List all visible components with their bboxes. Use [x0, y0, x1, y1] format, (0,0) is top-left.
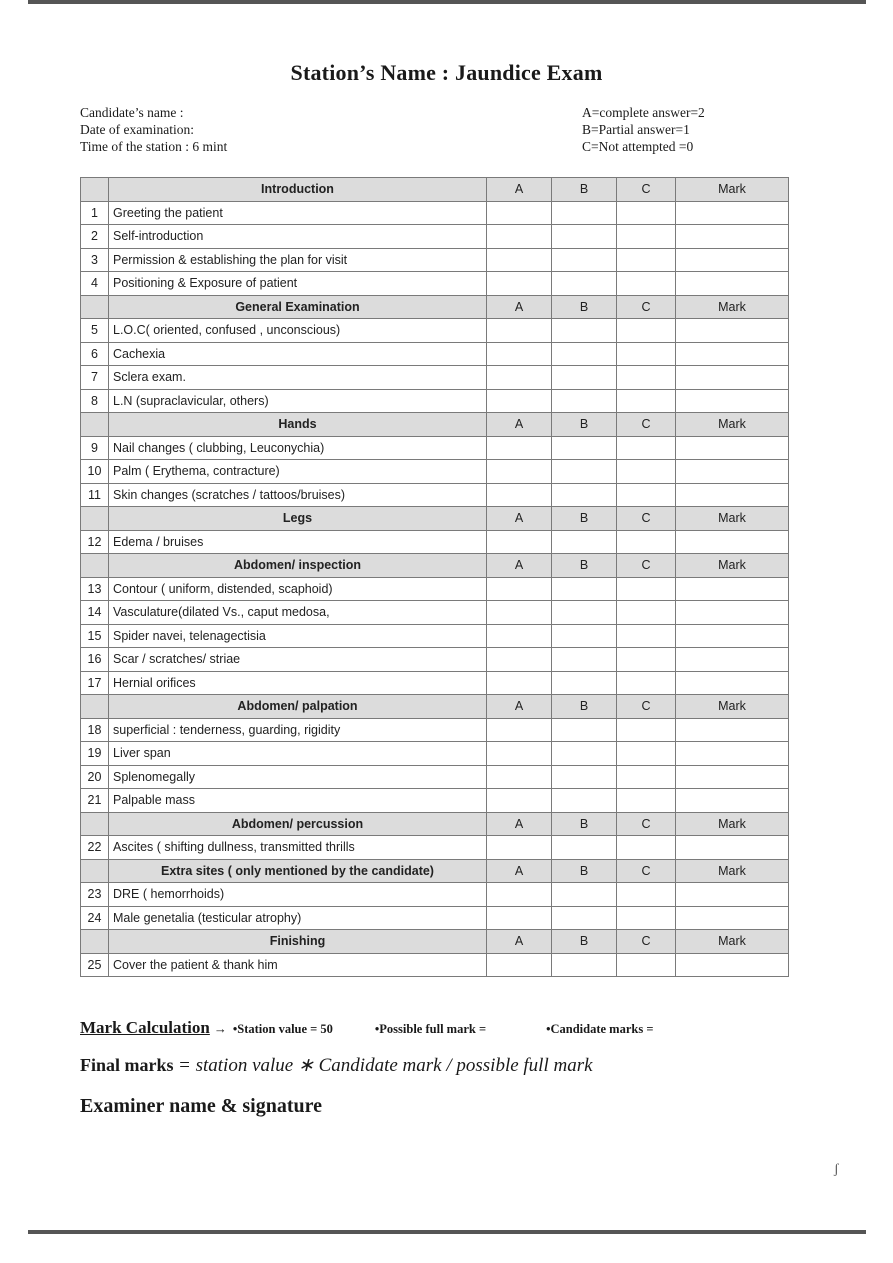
score-cell-a[interactable] — [487, 248, 552, 272]
item-text: Positioning & Exposure of patient — [109, 272, 487, 296]
item-number: 1 — [81, 201, 109, 225]
legend-b: B=Partial answer=1 — [582, 122, 690, 137]
score-cell-c[interactable] — [617, 201, 676, 225]
item-text: Permission & establishing the plan for visit — [109, 248, 487, 272]
mark-cell[interactable] — [676, 225, 789, 249]
score-cell-a[interactable] — [487, 577, 552, 601]
score-cell-b[interactable] — [552, 671, 617, 695]
score-cell-c[interactable] — [617, 342, 676, 366]
score-cell-a[interactable] — [487, 389, 552, 413]
col-header-c: C — [617, 554, 676, 578]
item-text: Greeting the patient — [109, 201, 487, 225]
score-cell-a[interactable] — [487, 836, 552, 860]
mark-cell[interactable] — [676, 883, 789, 907]
score-cell-c[interactable] — [617, 765, 676, 789]
col-header-c: C — [617, 859, 676, 883]
col-header-c: C — [617, 295, 676, 319]
col-header-mark: Mark — [676, 295, 789, 319]
mark-cell[interactable] — [676, 366, 789, 390]
item-number: 25 — [81, 953, 109, 977]
candidate-info — [80, 104, 227, 155]
item-number: 4 — [81, 272, 109, 296]
item-number: 15 — [81, 624, 109, 648]
score-cell-c[interactable] — [617, 742, 676, 766]
item-number: 2 — [81, 225, 109, 249]
scoring-legend — [582, 104, 705, 155]
score-cell-b[interactable] — [552, 389, 617, 413]
item-text: DRE ( hemorrhoids) — [109, 883, 487, 907]
section-title: Introduction — [109, 178, 487, 202]
col-header-b: B — [552, 859, 617, 883]
section-spacer-cell — [81, 859, 109, 883]
col-header-b: B — [552, 812, 617, 836]
score-cell-a[interactable] — [487, 436, 552, 460]
item-number: 20 — [81, 765, 109, 789]
section-header-row — [81, 812, 789, 836]
item-text: Spider navei, telenagectisia — [109, 624, 487, 648]
col-header-a: A — [487, 413, 552, 437]
col-header-a: A — [487, 930, 552, 954]
item-text: Ascites ( shifting dullness, transmitted thrills — [109, 836, 487, 860]
checklist-table — [80, 177, 789, 977]
mark-cell[interactable] — [676, 765, 789, 789]
item-text: Self-introduction — [109, 225, 487, 249]
score-cell-a[interactable] — [487, 342, 552, 366]
item-text: Palpable mass — [109, 789, 487, 813]
section-header-row — [81, 554, 789, 578]
table-row — [81, 742, 789, 766]
mark-calculation-label: Mark Calculation — [80, 1018, 210, 1037]
table-row — [81, 483, 789, 507]
score-cell-c[interactable] — [617, 389, 676, 413]
mark-cell[interactable] — [676, 718, 789, 742]
score-cell-b[interactable] — [552, 225, 617, 249]
mark-cell[interactable] — [676, 483, 789, 507]
item-text: Cachexia — [109, 342, 487, 366]
item-number: 3 — [81, 248, 109, 272]
item-number: 5 — [81, 319, 109, 343]
score-cell-c[interactable] — [617, 671, 676, 695]
score-cell-a[interactable] — [487, 272, 552, 296]
item-number: 6 — [81, 342, 109, 366]
score-cell-b[interactable] — [552, 836, 617, 860]
score-cell-b[interactable] — [552, 319, 617, 343]
table-row — [81, 718, 789, 742]
score-cell-b[interactable] — [552, 624, 617, 648]
mark-cell[interactable] — [676, 742, 789, 766]
final-marks-label: Final marks — [80, 1055, 174, 1075]
score-cell-a[interactable] — [487, 789, 552, 813]
score-cell-c[interactable] — [617, 530, 676, 554]
table-row — [81, 671, 789, 695]
mark-cell[interactable] — [676, 272, 789, 296]
col-header-a: A — [487, 507, 552, 531]
col-header-b: B — [552, 507, 617, 531]
table-row — [81, 248, 789, 272]
section-title: General Examination — [109, 295, 487, 319]
section-spacer-cell — [81, 178, 109, 202]
score-cell-c[interactable] — [617, 953, 676, 977]
col-header-a: A — [487, 295, 552, 319]
item-number: 9 — [81, 436, 109, 460]
score-cell-b[interactable] — [552, 272, 617, 296]
mark-cell[interactable] — [676, 342, 789, 366]
col-header-a: A — [487, 812, 552, 836]
score-cell-c[interactable] — [617, 319, 676, 343]
top-border — [28, 0, 866, 4]
section-header-row — [81, 930, 789, 954]
table-row — [81, 883, 789, 907]
table-row — [81, 201, 789, 225]
table-row — [81, 836, 789, 860]
item-number: 19 — [81, 742, 109, 766]
score-cell-b[interactable] — [552, 742, 617, 766]
score-cell-b[interactable] — [552, 718, 617, 742]
col-header-mark: Mark — [676, 930, 789, 954]
score-cell-c[interactable] — [617, 883, 676, 907]
score-cell-c[interactable] — [617, 601, 676, 625]
table-row — [81, 460, 789, 484]
mark-cell[interactable] — [676, 319, 789, 343]
col-header-c: C — [617, 930, 676, 954]
col-header-mark: Mark — [676, 812, 789, 836]
legend-c: C=Not attempted =0 — [582, 139, 694, 154]
score-cell-b[interactable] — [552, 460, 617, 484]
item-text: Liver span — [109, 742, 487, 766]
table-row — [81, 648, 789, 672]
col-header-mark: Mark — [676, 859, 789, 883]
mark-cell[interactable] — [676, 530, 789, 554]
table-row — [81, 765, 789, 789]
item-number: 21 — [81, 789, 109, 813]
station-time-label: Time of the station : 6 mint — [80, 139, 228, 154]
section-header-row — [81, 695, 789, 719]
bottom-border — [28, 1230, 866, 1234]
score-cell-c[interactable] — [617, 789, 676, 813]
col-header-c: C — [617, 695, 676, 719]
final-marks-formula: = station value ∗ Candidate mark / possible full mark — [178, 1055, 593, 1076]
arrow-icon: → — [213, 1021, 227, 1036]
section-title: Finishing — [109, 930, 487, 954]
score-cell-b[interactable] — [552, 483, 617, 507]
item-text: Palm ( Erythema, contracture) — [109, 460, 487, 484]
candidate-name-label: Candidate’s name : — [80, 105, 184, 120]
score-cell-c[interactable] — [617, 272, 676, 296]
col-header-c: C — [617, 812, 676, 836]
score-cell-a[interactable] — [487, 624, 552, 648]
section-spacer-cell — [81, 930, 109, 954]
section-header-row — [81, 178, 789, 202]
col-header-mark: Mark — [676, 507, 789, 531]
item-text: Hernial orifices — [109, 671, 487, 695]
score-cell-c[interactable] — [617, 718, 676, 742]
score-cell-c[interactable] — [617, 460, 676, 484]
col-header-a: A — [487, 859, 552, 883]
table-row — [81, 319, 789, 343]
table-row — [81, 225, 789, 249]
score-cell-c[interactable] — [617, 436, 676, 460]
col-header-b: B — [552, 178, 617, 202]
score-cell-a[interactable] — [487, 648, 552, 672]
score-cell-b[interactable] — [552, 577, 617, 601]
section-header-row — [81, 295, 789, 319]
item-number: 10 — [81, 460, 109, 484]
section-spacer-cell — [81, 295, 109, 319]
col-header-a: A — [487, 178, 552, 202]
item-text: L.O.C( oriented, confused , unconscious) — [109, 319, 487, 343]
item-number: 18 — [81, 718, 109, 742]
legend-a: A=complete answer=2 — [582, 105, 705, 120]
table-row — [81, 366, 789, 390]
col-header-c: C — [617, 178, 676, 202]
col-header-a: A — [487, 554, 552, 578]
score-cell-a[interactable] — [487, 366, 552, 390]
item-number: 7 — [81, 366, 109, 390]
score-cell-c[interactable] — [617, 366, 676, 390]
score-cell-c[interactable] — [617, 624, 676, 648]
score-cell-c[interactable] — [617, 483, 676, 507]
score-cell-b[interactable] — [552, 601, 617, 625]
item-text: Cover the patient & thank him — [109, 953, 487, 977]
col-header-c: C — [617, 413, 676, 437]
table-row — [81, 530, 789, 554]
item-number: 24 — [81, 906, 109, 930]
table-row — [81, 624, 789, 648]
item-number: 13 — [81, 577, 109, 601]
possible-full-mark: •Possible full mark = — [374, 1022, 487, 1036]
item-text: Vasculature(dilated Vs., caput medosa, — [109, 601, 487, 625]
score-cell-b[interactable] — [552, 366, 617, 390]
table-row — [81, 953, 789, 977]
col-header-b: B — [552, 413, 617, 437]
score-cell-a[interactable] — [487, 530, 552, 554]
mark-cell[interactable] — [676, 906, 789, 930]
score-cell-a[interactable] — [487, 225, 552, 249]
score-cell-a[interactable] — [487, 718, 552, 742]
section-title: Abdomen/ palpation — [109, 695, 487, 719]
score-cell-a[interactable] — [487, 483, 552, 507]
score-cell-b[interactable] — [552, 906, 617, 930]
item-text: Contour ( uniform, distended, scaphoid) — [109, 577, 487, 601]
section-spacer-cell — [81, 413, 109, 437]
item-text: superficial : tenderness, guarding, rigidity — [109, 718, 487, 742]
table-row — [81, 906, 789, 930]
score-cell-b[interactable] — [552, 201, 617, 225]
mark-cell[interactable] — [676, 460, 789, 484]
score-cell-c[interactable] — [617, 225, 676, 249]
score-cell-a[interactable] — [487, 953, 552, 977]
score-cell-c[interactable] — [617, 836, 676, 860]
score-cell-b[interactable] — [552, 530, 617, 554]
col-header-c: C — [617, 507, 676, 531]
mark-cell[interactable] — [676, 624, 789, 648]
item-text: Scar / scratches/ striae — [109, 648, 487, 672]
col-header-b: B — [552, 930, 617, 954]
score-cell-a[interactable] — [487, 601, 552, 625]
item-text: Skin changes (scratches / tattoos/bruises) — [109, 483, 487, 507]
score-cell-a[interactable] — [487, 671, 552, 695]
section-title: Hands — [109, 413, 487, 437]
station-value: •Station value = 50 — [232, 1022, 333, 1036]
section-title: Legs — [109, 507, 487, 531]
mark-cell[interactable] — [676, 648, 789, 672]
item-number: 12 — [81, 530, 109, 554]
checklist-body — [81, 178, 789, 977]
score-cell-b[interactable] — [552, 248, 617, 272]
score-cell-b[interactable] — [552, 342, 617, 366]
table-row — [81, 436, 789, 460]
section-header-row — [81, 507, 789, 531]
mark-calculation — [80, 1018, 653, 1038]
col-header-mark: Mark — [676, 695, 789, 719]
mark-cell[interactable] — [676, 836, 789, 860]
section-title: Abdomen/ inspection — [109, 554, 487, 578]
item-text: Splenomegally — [109, 765, 487, 789]
section-title: Abdomen/ percussion — [109, 812, 487, 836]
item-text: Edema / bruises — [109, 530, 487, 554]
mark-cell[interactable] — [676, 671, 789, 695]
candidate-marks: •Candidate marks = — [546, 1022, 654, 1036]
score-cell-a[interactable] — [487, 883, 552, 907]
section-header-row — [81, 413, 789, 437]
item-text: Nail changes ( clubbing, Leuconychia) — [109, 436, 487, 460]
score-cell-c[interactable] — [617, 248, 676, 272]
examiner-signature-label: Examiner name & signature — [80, 1095, 323, 1117]
score-cell-a[interactable] — [487, 906, 552, 930]
score-cell-a[interactable] — [487, 201, 552, 225]
mark-cell[interactable] — [676, 577, 789, 601]
final-marks — [80, 1054, 593, 1077]
section-spacer-cell — [81, 695, 109, 719]
col-header-b: B — [552, 695, 617, 719]
section-spacer-cell — [81, 507, 109, 531]
item-number: 8 — [81, 389, 109, 413]
item-number: 11 — [81, 483, 109, 507]
col-header-mark: Mark — [676, 413, 789, 437]
col-header-a: A — [487, 695, 552, 719]
score-cell-b[interactable] — [552, 953, 617, 977]
mark-cell[interactable] — [676, 789, 789, 813]
score-cell-a[interactable] — [487, 319, 552, 343]
score-cell-b[interactable] — [552, 789, 617, 813]
score-cell-c[interactable] — [617, 577, 676, 601]
score-cell-b[interactable] — [552, 765, 617, 789]
table-row — [81, 389, 789, 413]
page-mark: ʃ — [834, 1162, 839, 1177]
col-header-mark: Mark — [676, 554, 789, 578]
table-row — [81, 342, 789, 366]
mark-cell[interactable] — [676, 389, 789, 413]
item-text: Sclera exam. — [109, 366, 487, 390]
score-cell-b[interactable] — [552, 648, 617, 672]
item-number: 14 — [81, 601, 109, 625]
mark-cell[interactable] — [676, 436, 789, 460]
score-cell-a[interactable] — [487, 742, 552, 766]
score-cell-c[interactable] — [617, 648, 676, 672]
item-number: 16 — [81, 648, 109, 672]
score-cell-b[interactable] — [552, 883, 617, 907]
mark-cell[interactable] — [676, 953, 789, 977]
mark-cell[interactable] — [676, 201, 789, 225]
item-number: 23 — [81, 883, 109, 907]
score-cell-a[interactable] — [487, 765, 552, 789]
section-header-row — [81, 859, 789, 883]
mark-cell[interactable] — [676, 248, 789, 272]
exam-date-label: Date of examination: — [80, 122, 194, 137]
score-cell-b[interactable] — [552, 436, 617, 460]
item-number: 22 — [81, 836, 109, 860]
section-title: Extra sites ( only mentioned by the candidate) — [109, 859, 487, 883]
score-cell-a[interactable] — [487, 460, 552, 484]
col-header-b: B — [552, 295, 617, 319]
table-row — [81, 601, 789, 625]
score-cell-c[interactable] — [617, 906, 676, 930]
section-spacer-cell — [81, 554, 109, 578]
item-text: L.N (supraclavicular, others) — [109, 389, 487, 413]
section-spacer-cell — [81, 812, 109, 836]
item-number: 17 — [81, 671, 109, 695]
table-row — [81, 577, 789, 601]
table-row — [81, 272, 789, 296]
table-row — [81, 789, 789, 813]
page-title: Station’s Name : Jaundice Exam — [290, 60, 603, 85]
mark-cell[interactable] — [676, 601, 789, 625]
col-header-mark: Mark — [676, 178, 789, 202]
item-text: Male genetalia (testicular atrophy) — [109, 906, 487, 930]
col-header-b: B — [552, 554, 617, 578]
